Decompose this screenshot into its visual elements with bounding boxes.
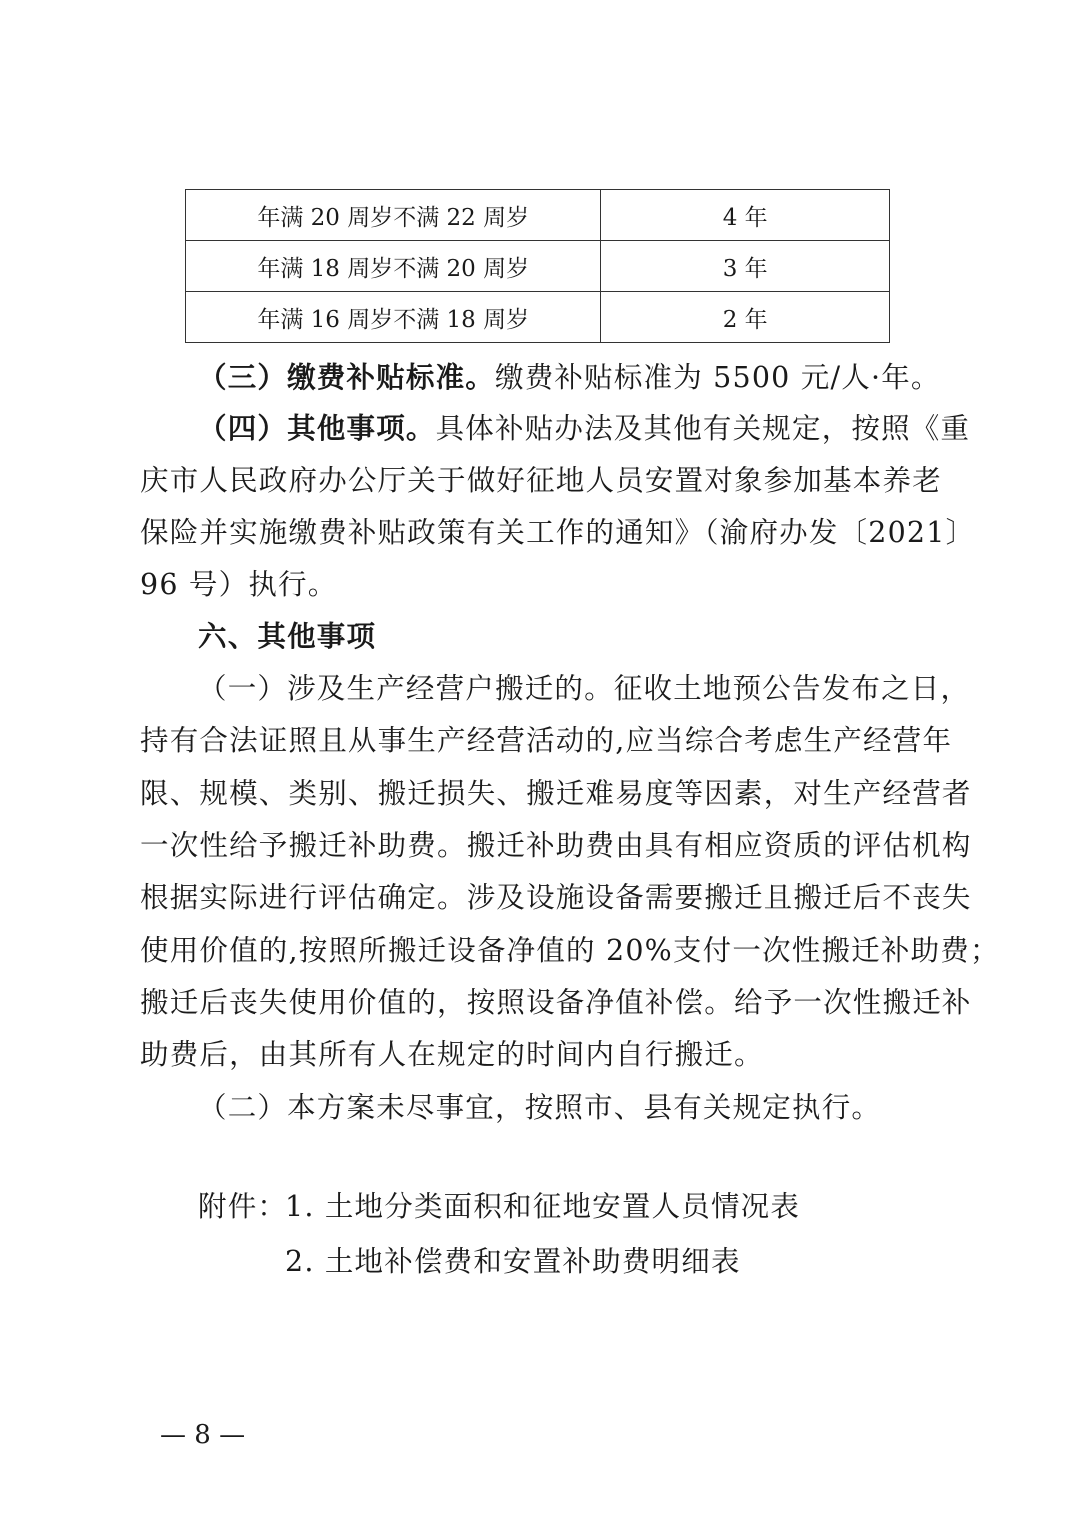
paragraph-subsidy-standard <box>198 360 998 395</box>
subsection-title: （四）其他事项。 <box>198 411 436 445</box>
table-cell-years: 3 年 <box>601 241 890 292</box>
paragraph-line: 一次性给予搬迁补助费。搬迁补助费由具有相应资质的评估机构 <box>140 829 972 862</box>
attachment-item: 2. 土地补偿费和安置补助费明细表 <box>285 1245 741 1278</box>
paragraph-line: 庆市人民政府办公厅关于做好征地人员安置对象参加基本养老 <box>140 464 942 497</box>
table-cell-years: 2 年 <box>601 292 890 343</box>
attachments-label: 附件： <box>198 1190 288 1223</box>
table-cell-age-range: 年满 20 周岁不满 22 周岁 <box>186 190 601 241</box>
paragraph-line: （二）本方案未尽事宜，按照市、县有关规定执行。 <box>198 1091 882 1124</box>
age-years-table <box>185 189 890 343</box>
paragraph-line: 助费后，由其所有人在规定的时间内自行搬迁。 <box>140 1038 764 1071</box>
paragraph-line: 持有合法证照且从事生产经营活动的,应当综合考虑生产经营年 <box>140 724 953 757</box>
paragraph-line: 使用价值的,按照所搬迁设备净值的 20%支付一次性搬迁补助费； <box>140 934 1000 967</box>
attachment-item: 1. 土地分类面积和征地安置人员情况表 <box>285 1190 801 1223</box>
table-cell-age-range: 年满 18 周岁不满 20 周岁 <box>186 241 601 292</box>
table-cell-years: 4 年 <box>601 190 890 241</box>
table-row <box>186 292 890 343</box>
page-number: — 8 — <box>160 1420 246 1450</box>
paragraph-line: 保险并实施缴费补贴政策有关工作的通知》（渝府办发〔2021〕 <box>140 516 976 549</box>
section-heading: 六、其他事项 <box>198 620 377 653</box>
paragraph-line: 96 号）执行。 <box>140 568 338 601</box>
table-row <box>186 190 890 241</box>
table-row <box>186 241 890 292</box>
paragraph-text: 缴费补贴标准为 5500 元/人·年。 <box>495 361 941 394</box>
paragraph-line: 搬迁后丧失使用价值的，按照设备净值补偿。给予一次性搬迁补 <box>140 986 972 1019</box>
paragraph-other-matters-line <box>198 411 998 446</box>
paragraph-line: （一）涉及生产经营户搬迁的。征收土地预公告发布之日， <box>198 672 971 705</box>
paragraph-text: 具体补贴办法及其他有关规定，按照《重 <box>435 412 971 445</box>
table-cell-age-range: 年满 16 周岁不满 18 周岁 <box>186 292 601 343</box>
paragraph-line: 根据实际进行评估确定。涉及设施设备需要搬迁且搬迁后不丧失 <box>140 881 972 914</box>
paragraph-line: 限、规模、类别、搬迁损失、搬迁难易度等因素，对生产经营者 <box>140 777 972 810</box>
subsection-title: （三）缴费补贴标准。 <box>198 360 496 394</box>
